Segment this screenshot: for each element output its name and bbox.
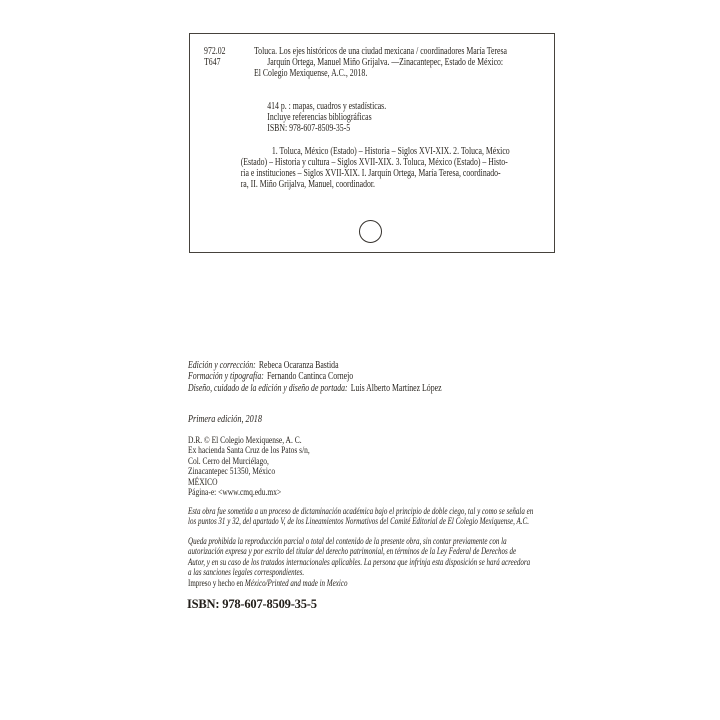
credit-label: Edición y corrección:: [188, 360, 256, 371]
printed-in-roman: Impreso y hecho en: [188, 578, 245, 588]
printed-in-line: [188, 578, 347, 588]
tracings-line: (Estado) – Historia y cultura – Siglos XVII-XIX. 3. Toluca, México (Estado) – Histo-: [240, 157, 508, 168]
tracings: [241, 146, 510, 190]
peer-review-notice: [188, 506, 533, 527]
credits-block: [188, 360, 442, 394]
website-line: Página-e: <www.cmq.edu.mx>: [188, 487, 282, 499]
rights-line: a las sanciones legales correspondientes.: [188, 566, 305, 577]
call-number-class: 972.02: [204, 46, 226, 57]
credit-row: [188, 371, 442, 382]
edition-statement: Primera edición, 2018: [188, 414, 262, 425]
address-line: Col. Cerro del Murciélago,: [188, 455, 269, 467]
address-line: Ex hacienda Santa Cruz de los Patos s/n,: [188, 445, 310, 457]
collation-line: Incluye referencias bibliográficas: [267, 112, 372, 123]
copyright-holder-line: D.R. © El Colegio Mexiquense, A. C.: [188, 435, 302, 446]
isbn-line: ISBN: 978-607-8509-35-5: [187, 597, 317, 611]
rights-line: autorización expresa y por escrito del titular del derecho patrimonial, en términos de la Ley Federal de Derechos de: [188, 546, 517, 557]
collation: [267, 101, 386, 134]
credit-row: [188, 383, 442, 394]
publisher-address: [188, 436, 310, 498]
collation-line: 414 p. : mapas, cuadros y estadísticas.: [267, 101, 387, 112]
rights-line: Queda prohibida la reproducción parcial o total del contenido de la presente obra, sin contar previamente con la: [188, 536, 507, 546]
rights-line: Autor, y en su caso de los tratados internacionales aplicables. La persona que infrinja esta disposición se hará acreedora: [188, 556, 531, 567]
collation-isbn-line: ISBN: 978-607-8509-35-5: [267, 123, 351, 134]
address-line: MÉXICO: [188, 476, 218, 488]
call-number: [204, 46, 225, 68]
credit-row: [188, 360, 442, 371]
hole-punch-circle-icon: [359, 220, 382, 243]
call-number-cutter: T647: [204, 57, 221, 68]
printed-in-italic: México/Printed and made in Mexico: [244, 578, 348, 588]
credit-value: Rebeca Ocaranza Bastida: [258, 360, 339, 371]
tracings-line: ra, II. Miño Grijalva, Manuel, coordinador.: [240, 179, 376, 190]
credit-value: Fernando Cantinca Cornejo: [266, 371, 354, 383]
main-entry: [254, 46, 507, 79]
credit-value: Luis Alberto Martínez López: [350, 382, 442, 394]
rights-notice: [188, 536, 530, 577]
address-line: Zinacantepec 51350, México: [188, 466, 276, 478]
main-entry-line: Jarquín Ortega, Manuel Miño Grijalva. —Zinacantepec, Estado de México:: [267, 57, 504, 68]
credit-label: Diseño, cuidado de la edición y diseño de portada:: [188, 382, 348, 394]
peer-review-line: los puntos 31 y 32, del apartado V, de los Lineamientos Normativos del Comité Editorial de El Colegio Mexiquense, A.C.: [188, 516, 529, 527]
tracings-line: 1. Toluca, México (Estado) – Historia – Siglos XVI-XIX. 2. Toluca, México: [271, 146, 510, 157]
main-entry-line: Toluca. Los ejes históricos de una ciudad mexicana / coordinadores María Teresa: [253, 46, 508, 57]
main-entry-line: El Colegio Mexiquense, A.C., 2018.: [253, 68, 368, 79]
credit-label: Formación y tipografía:: [188, 371, 264, 383]
tracings-line: ria e instituciones – Siglos XVII-XIX. I. Jarquín Ortega, María Teresa, coordinado-: [240, 168, 501, 179]
peer-review-line: Esta obra fue sometida a un proceso de dictaminación académica bajo el principio de doble ciego, tal y como se señala en: [188, 506, 534, 516]
cataloging-card: [189, 33, 555, 253]
